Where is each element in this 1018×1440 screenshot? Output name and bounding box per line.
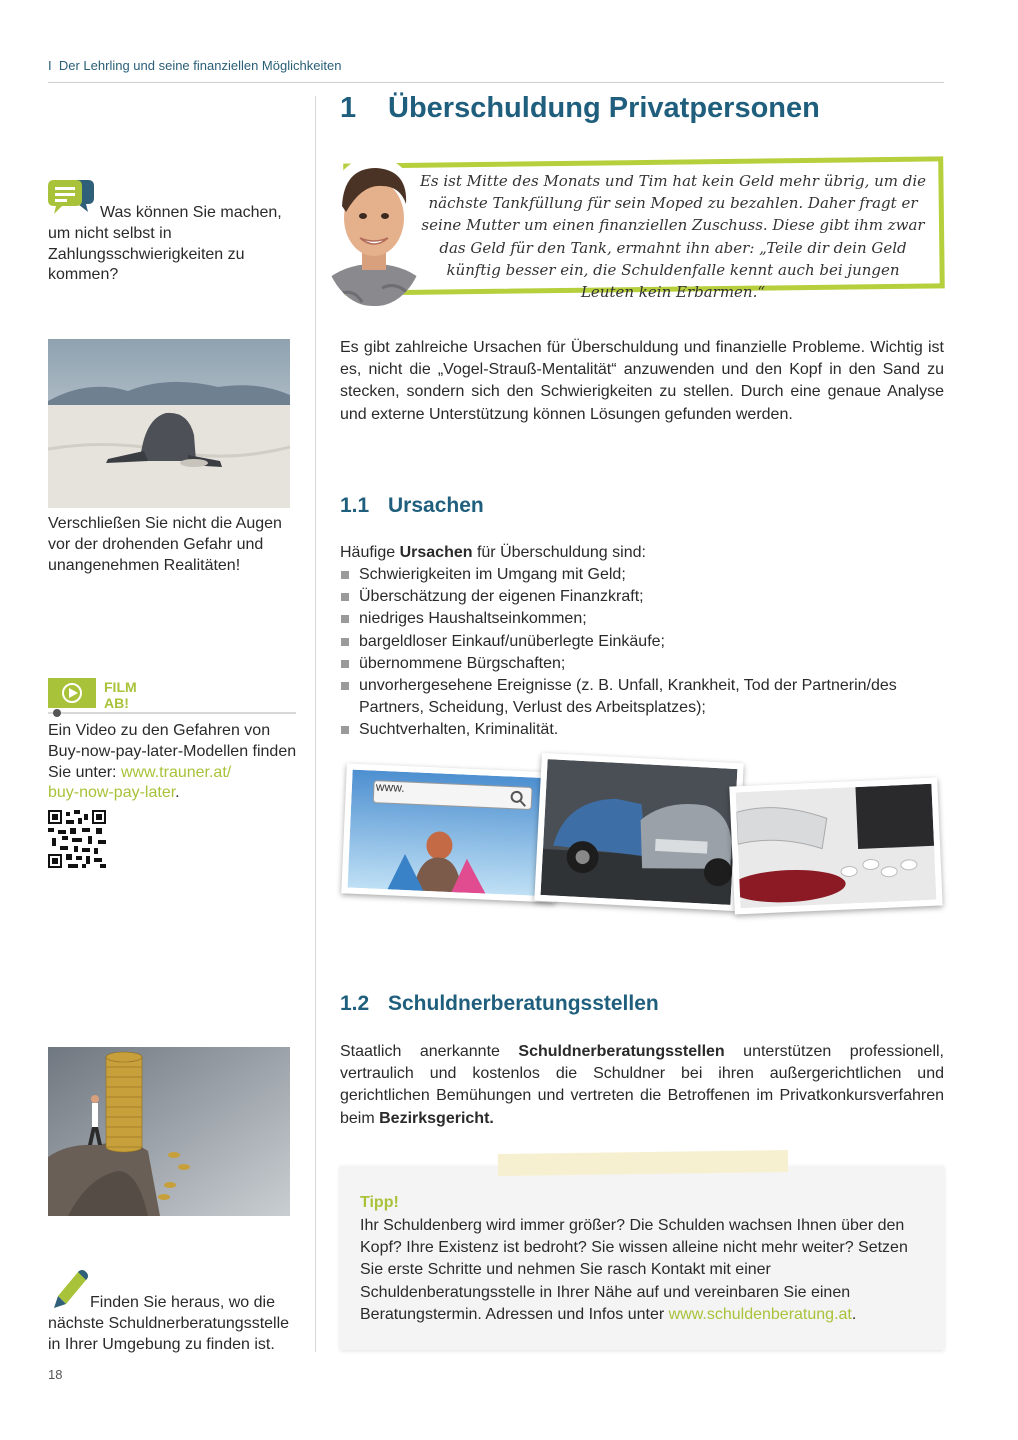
film-icon[interactable] [48, 678, 96, 708]
video-progress-handle [53, 709, 61, 717]
page-title [340, 92, 820, 125]
subsection-number: 1.2 [340, 992, 370, 1015]
paragraph-bold: Bezirksgericht. [379, 1109, 494, 1127]
list-item [340, 675, 944, 719]
sidebar-task [48, 1293, 298, 1355]
film-description: Ein Video zu den Gefahren von Buy-now-pay-later-Modellen finden Sie unter: [48, 722, 297, 781]
causes-intro-start: Häufige [340, 544, 400, 561]
intro-paragraph: Es gibt zahlreiche Ursachen für Überschuldung und finanzielle Probleme. Wichtig ist es, nicht die „Vogel-Strauß-Mentalität“ anzuwenden und den Kopf in den Sand zu stecken, sondern sich den Schwierigkeiten zu stellen. Durch eine genaue Analyse und externe Unterstützung können Lösungen gefunden werden. [340, 339, 944, 423]
tape-strip [498, 1150, 788, 1176]
subsection-title: Schuldnerberatungsstellen [388, 992, 659, 1015]
list-item [340, 586, 944, 608]
subsection-number: 1.1 [340, 494, 370, 517]
causes-list [340, 564, 944, 742]
section-title: Überschuldung Privatpersonen [388, 92, 820, 124]
bullet-icon [341, 682, 349, 690]
film-text [48, 721, 298, 804]
bullet-icon [341, 571, 349, 579]
bullet-icon [341, 660, 349, 668]
running-header [48, 58, 341, 73]
list-item [340, 564, 944, 586]
list-item-text: bargeldloser Einkauf/unüberlegte Einkäufe; [359, 632, 665, 650]
list-item-text: niedriges Haushaltseinkommen; [359, 610, 587, 628]
list-item-text: übernommene Bürgschaften; [359, 654, 566, 672]
photo-car-accident [534, 753, 743, 911]
sidebar-task-text: Finden Sie heraus, wo die nächste Schuldnerberatungsstelle in Ihrer Umgebung zu finden ist. [48, 1294, 290, 1353]
avatar [322, 156, 426, 306]
search-input: www. [375, 779, 405, 795]
chapter-title: Der Lehrling und seine finanziellen Möglichkeiten [58, 58, 342, 73]
film-label-line2: AB! [104, 695, 129, 711]
photo-online-shopping [341, 763, 560, 902]
bullet-icon [341, 615, 349, 623]
bullet-icon [341, 593, 349, 601]
list-item-text: unvorhergesehene Ereignisse (z. B. Unfall, Krankheit, Tod der Partnerin/des Partners, Scheidung, Verlust des Arbeitsplatzes); [359, 677, 897, 717]
page-number: 18 [48, 1367, 63, 1382]
trauner-link-part2: buy-now-pay-later [48, 784, 176, 802]
causes-intro-bold: Ursachen [399, 544, 473, 561]
causes-intro [340, 542, 944, 564]
tip-text [360, 1215, 926, 1326]
intro-quote: Es ist Mitte des Monats und Tim hat kein Geld mehr übrig, um die nächste Tankfüllung für sein Moped zu bezahlen. Daher fragt er seine Mutter um einen finanziellen Zuschuss. Diese gibt ihm zwar das Geld für den Tank, ermahnt ihn aber: „Teile dir dein Geld künftig besser ein, die Schuldenfalle kennt auch bei jungen Leuten kein Erbarmen.“ [419, 172, 927, 302]
schuldenberatung-link[interactable]: www.schuldenberatung.at [668, 1305, 852, 1323]
list-item [340, 631, 944, 653]
section-number: 1 [340, 92, 357, 124]
list-item [340, 608, 944, 630]
list-item [340, 653, 944, 675]
paragraph-text: unterstützen professionell, vertraulich und kostenlos die Schuldner bei ihren außergerichtlichen und gerichtlichen Bemühungen und vertreten die Betroffenen im Privatkonkursverfahren beim [340, 1043, 944, 1127]
column-divider [315, 96, 316, 1352]
bullet-icon [341, 726, 349, 734]
photo-ostrich-man [48, 339, 290, 508]
trauner-link-part1: www.trauner.at/ [120, 763, 232, 781]
subheading-schuldnerberatung [340, 992, 659, 1016]
film-label-line1: FILM [104, 679, 137, 695]
video-progress-bar [48, 712, 296, 714]
sidebar-question-text: Was können Sie machen, um nicht selbst in Zahlungsschwierigkeiten zu kommen? [48, 204, 282, 284]
list-item-text: Suchtverhalten, Kriminalität. [359, 721, 559, 739]
photo-coin-tower [48, 1047, 290, 1216]
film-label [104, 679, 164, 711]
subsection-title: Ursachen [388, 494, 484, 517]
tip-title: Tipp! [360, 1194, 399, 1211]
film-text-end: . [175, 784, 180, 802]
photo-caption: Verschließen Sie nicht die Augen vor der drohenden Gefahr und unangenehmen Realitäten! [48, 515, 282, 574]
paragraph-text: Staatlich anerkannte [340, 1043, 519, 1060]
bullet-icon [341, 638, 349, 646]
paragraph-bold: Schuldnerberatungsstellen [518, 1043, 725, 1060]
header-divider [48, 82, 944, 83]
photo-wine-pills [729, 778, 942, 915]
causes-intro-end: für Überschuldung sind: [472, 544, 646, 561]
list-item [340, 719, 944, 741]
schuldnerberatung-paragraph [340, 1041, 944, 1130]
chapter-number: I [48, 58, 52, 73]
list-item-text: Schwierigkeiten im Umgang mit Geld; [359, 566, 626, 583]
tip-body: Ihr Schuldenberg wird immer größer? Die Schulden wachsen Ihnen über den Kopf? Ihre Existenz ist bedroht? Sie wissen alleine nicht mehr weiter? Setzen Sie erste Schritte und nehmen Sie rasch Kontakt mit einer Schuldenberatungsstelle in Ihrer Nähe auf und vereinbaren Sie einen Beratungstermin. Adressen und Infos unter [360, 1217, 908, 1323]
subheading-ursachen [340, 494, 484, 518]
tip-end: . [851, 1305, 857, 1323]
sidebar-question [48, 203, 298, 286]
qr-code[interactable] [48, 810, 106, 868]
list-item-text: Überschätzung der eigenen Finanzkraft; [359, 588, 644, 606]
